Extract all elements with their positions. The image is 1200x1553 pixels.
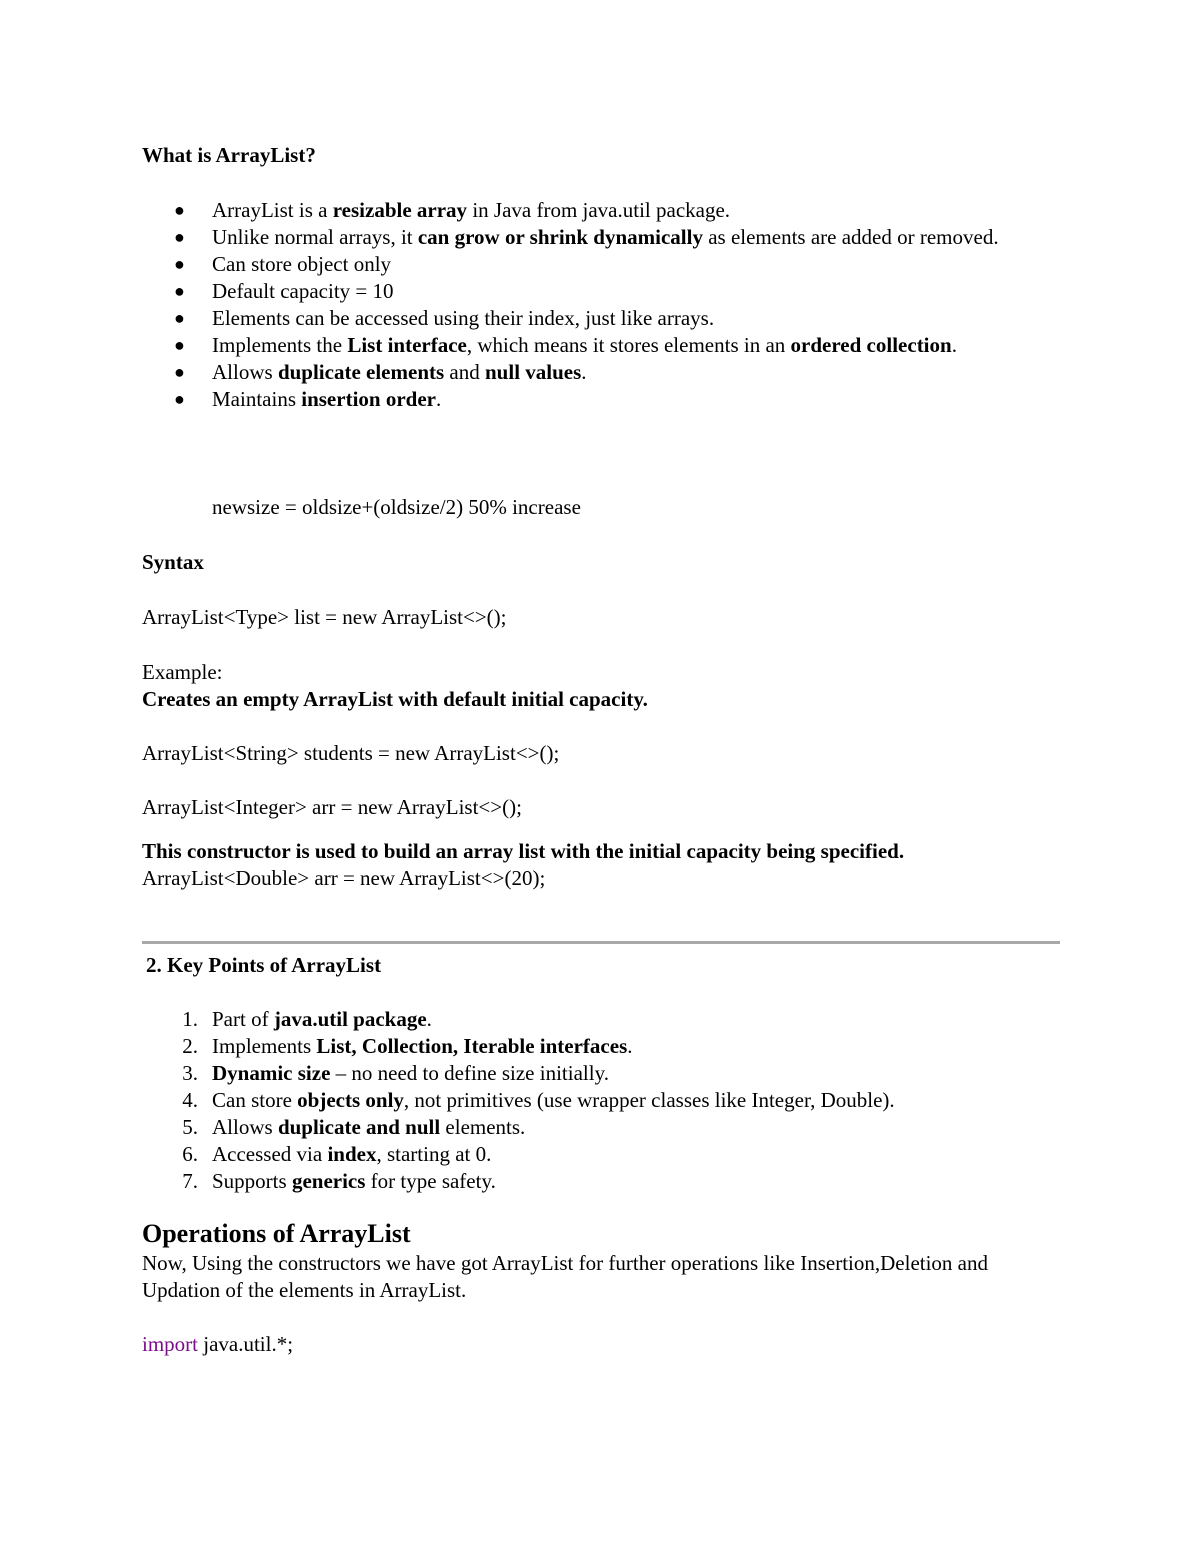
- bold-text: ordered collection: [790, 333, 952, 357]
- what-points-list: [142, 197, 1060, 413]
- list-item: [142, 1168, 1060, 1195]
- operations-heading: Operations of ArrayList: [142, 1219, 411, 1248]
- example-students: ArrayList<String> students = new ArrayList<>();: [142, 741, 560, 765]
- bullet-icon: ●: [174, 227, 185, 247]
- key-points-list: [142, 1006, 1060, 1195]
- text-run: elements.: [440, 1115, 526, 1139]
- list-number: 1.: [182, 1007, 198, 1031]
- list-number: 4.: [182, 1088, 198, 1112]
- list-item: [142, 1087, 1060, 1114]
- list-item: [142, 1114, 1060, 1141]
- text-run: Supports: [212, 1169, 292, 1193]
- list-item: [142, 1033, 1060, 1060]
- operations-text: Now, Using the constructors we have got ArrayList for further operations like Insertion,Deletion and Updation of the elements in ArrayList.: [142, 1251, 988, 1302]
- text-run: Can store object only: [212, 252, 392, 276]
- bold-text: insertion order: [301, 387, 436, 411]
- bullet-icon: ●: [174, 362, 185, 382]
- text-run: Elements can be accessed using their index, just like arrays.: [212, 306, 715, 330]
- text-run: Implements the: [212, 333, 348, 357]
- example-integer: ArrayList<Integer> arr = new ArrayList<>();: [142, 795, 522, 819]
- text-run: .: [951, 333, 957, 357]
- bullet-icon: ●: [174, 281, 185, 301]
- bold-text: can grow or shrink dynamically: [417, 225, 703, 249]
- capacity-constructor-description: This constructor is used to build an array list with the initial capacity being specified.: [142, 839, 905, 863]
- text-run: , starting at 0.: [376, 1142, 492, 1166]
- example-label: Example:: [142, 660, 223, 684]
- text-run: , not primitives (use wrapper classes like Integer, Double).: [403, 1088, 895, 1112]
- text-run: Allows: [212, 360, 278, 384]
- bold-text: index: [327, 1142, 377, 1166]
- text-run: Unlike normal arrays, it: [212, 225, 418, 249]
- bold-text: null values: [485, 360, 582, 384]
- what-heading: What is ArrayList?: [142, 143, 316, 167]
- text-run: .: [581, 360, 587, 384]
- bold-text: List, Collection, Iterable interfaces: [316, 1034, 628, 1058]
- import-keyword: import: [142, 1332, 198, 1356]
- document-page: [142, 142, 1060, 1358]
- bold-text: duplicate elements: [277, 360, 445, 384]
- bullet-icon: ●: [174, 335, 185, 355]
- text-run: Accessed via: [212, 1142, 328, 1166]
- list-item: [142, 1060, 1060, 1087]
- bold-text: objects only: [297, 1088, 404, 1112]
- text-run: Can store: [212, 1088, 298, 1112]
- default-constructor-description: Creates an empty ArrayList with default initial capacity.: [142, 687, 648, 711]
- list-item: [142, 224, 1060, 251]
- text-run: in Java from java.util package.: [467, 198, 731, 222]
- key-points-heading: 2. Key Points of ArrayList: [146, 953, 382, 977]
- list-item: [142, 197, 1060, 224]
- text-run: Default capacity = 10: [212, 279, 394, 303]
- bullet-icon: ●: [174, 254, 185, 274]
- text-run: , which means it stores elements in an: [466, 333, 791, 357]
- bold-text: duplicate and null: [277, 1115, 441, 1139]
- list-number: 3.: [182, 1061, 198, 1085]
- text-run: for type safety.: [365, 1169, 496, 1193]
- list-item: [142, 332, 1060, 359]
- list-item: [142, 305, 1060, 332]
- bold-text: List interface: [347, 333, 467, 357]
- text-run: Allows: [212, 1115, 278, 1139]
- text-run: Implements: [212, 1034, 317, 1058]
- text-run: .: [426, 1007, 432, 1031]
- growth-formula: newsize = oldsize+(oldsize/2) 50% increase: [212, 495, 581, 519]
- syntax-code: ArrayList<Type> list = new ArrayList<>();: [142, 605, 507, 629]
- bold-text: generics: [291, 1169, 366, 1193]
- bold-text: resizable array: [332, 198, 468, 222]
- list-item: [142, 251, 1060, 278]
- list-item: [142, 359, 1060, 386]
- text-run: .: [627, 1034, 633, 1058]
- bold-text: java.util package: [273, 1007, 427, 1031]
- text-run: and: [444, 360, 485, 384]
- list-number: 6.: [182, 1142, 198, 1166]
- example-double: ArrayList<Double> arr = new ArrayList<>(20);: [142, 866, 546, 890]
- list-item: [142, 278, 1060, 305]
- text-run: Maintains: [212, 387, 302, 411]
- text-run: as elements are added or removed.: [702, 225, 999, 249]
- text-run: – no need to define size initially.: [330, 1061, 609, 1085]
- list-number: 2.: [182, 1034, 198, 1058]
- syntax-heading: Syntax: [142, 550, 204, 574]
- list-item: [142, 1141, 1060, 1168]
- bullet-icon: ●: [174, 389, 185, 409]
- text-run: Part of: [212, 1007, 274, 1031]
- text-run: ArrayList is a: [212, 198, 333, 222]
- bullet-icon: ●: [174, 308, 185, 328]
- text-run: .: [435, 387, 442, 411]
- list-number: 7.: [182, 1169, 198, 1193]
- import-package: java.util.*;: [198, 1332, 294, 1356]
- bullet-icon: ●: [174, 200, 185, 220]
- list-item: [142, 386, 1060, 413]
- list-number: 5.: [182, 1115, 198, 1139]
- horizontal-rule: [142, 941, 1060, 944]
- import-statement: [142, 1331, 1060, 1358]
- bold-text: Dynamic size: [212, 1061, 331, 1085]
- list-item: [142, 1006, 1060, 1033]
